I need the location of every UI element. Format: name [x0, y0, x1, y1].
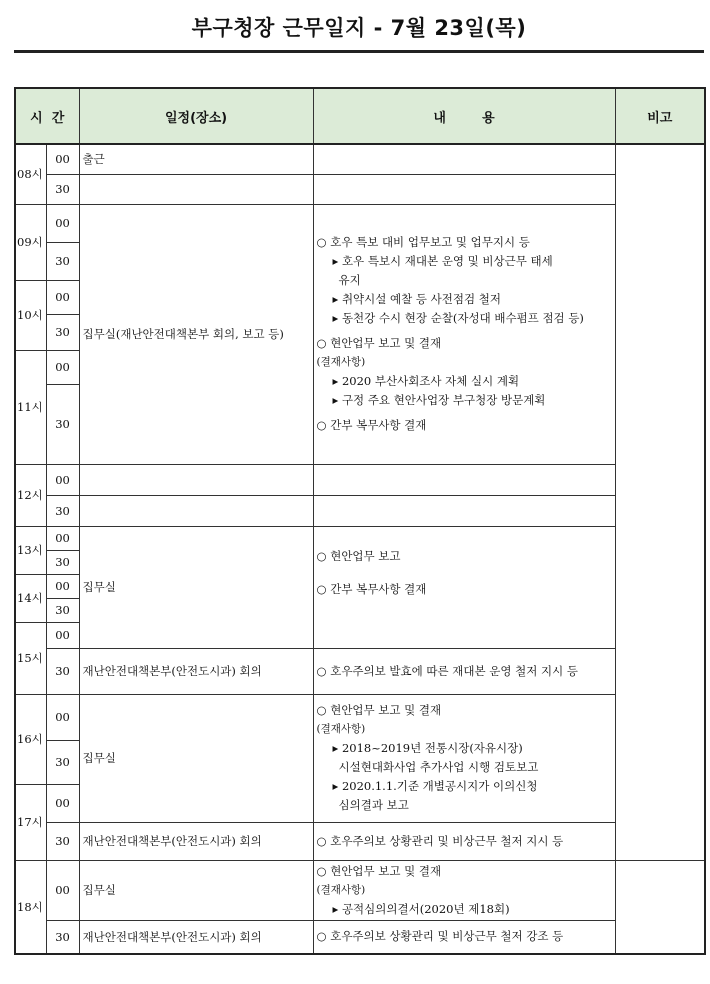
- content-cell: [313, 920, 615, 954]
- table-row: [15, 495, 705, 526]
- hour-cell: 12시: [15, 464, 46, 526]
- content-cell: [313, 822, 615, 860]
- table-row: [15, 144, 705, 174]
- minute-cell: 00: [46, 350, 79, 384]
- content-line: ▸ 2018~2019년 전통시장(자유시장): [332, 741, 523, 755]
- content-line: (결재사항): [316, 883, 366, 896]
- minute-cell: 30: [46, 174, 79, 204]
- title-underline: [14, 50, 704, 53]
- minute-cell: 00: [46, 784, 79, 822]
- hour-cell: 11시: [15, 350, 46, 464]
- schedule-table: [14, 87, 706, 955]
- content-line: ▸ 2020 부산사회조사 자체 실시 계획: [332, 374, 520, 388]
- content-line: ○ 현안업무 보고 및 결재: [316, 703, 442, 717]
- minute-cell: 00: [46, 280, 79, 314]
- minute-cell: 30: [46, 740, 79, 784]
- place-cell: 집무실: [79, 694, 313, 822]
- content-line: ○ 호우 특보 대비 업무보고 및 업무지시 등: [316, 235, 530, 249]
- table-row: [15, 694, 705, 740]
- table-row: [15, 648, 705, 694]
- content-cell: [313, 464, 615, 495]
- place-cell: [79, 495, 313, 526]
- hour-cell: 17시: [15, 784, 46, 860]
- table-row: [15, 920, 705, 954]
- content-line: ▸ 호우 특보시 재대본 운영 및 비상근무 태세: [332, 254, 553, 268]
- note-cell: [615, 144, 705, 860]
- place-cell: 재난안전대책본부(안전도시과) 회의: [79, 822, 313, 860]
- table-row: [15, 174, 705, 204]
- minute-cell: 00: [46, 622, 79, 648]
- content-line: (결재사항): [316, 356, 366, 368]
- table-row: [15, 464, 705, 495]
- content-line: ▸ 2020.1.1.기준 개별공시지가 이의신청: [332, 779, 538, 793]
- table-row: [15, 822, 705, 860]
- content-line: ○ 현안업무 보고 및 결재: [316, 336, 442, 350]
- content-line: 유지: [338, 273, 361, 287]
- place-cell: [79, 174, 313, 204]
- content-line: ○ 간부 복무사항 결재: [316, 418, 427, 432]
- content-line: ○ 호우주의보 발효에 따른 재대본 운영 철저 지시 등: [316, 663, 578, 678]
- content-line: 심의결과 보고: [338, 798, 409, 812]
- content-line: ▸ 동천강 수시 현장 순찰(자성대 배수펌프 점검 등): [332, 311, 584, 325]
- minute-cell: 00: [46, 574, 79, 598]
- hour-cell: 10시: [15, 280, 46, 350]
- hour-cell: 09시: [15, 204, 46, 280]
- hour-cell: 15시: [15, 622, 46, 694]
- content-cell: [313, 144, 615, 174]
- minute-cell: 30: [46, 648, 79, 694]
- hour-cell: 14시: [15, 574, 46, 622]
- content-line: ○ 호우주의보 상황관리 및 비상근무 철저 지시 등: [316, 833, 564, 848]
- minute-cell: 00: [46, 464, 79, 495]
- content-line: ○ 현안업무 보고 및 결재: [316, 863, 442, 878]
- place-cell: 집무실: [79, 526, 313, 648]
- place-cell: 집무실(재난안전대책본부 회의, 보고 등): [79, 204, 313, 464]
- page-title: 부구청장 근무일지 - 7월 23일(목): [191, 16, 527, 40]
- header-note: 비고: [615, 88, 705, 144]
- hour-cell: 18시: [15, 860, 46, 954]
- minute-cell: 30: [46, 242, 79, 280]
- content-cell: [313, 495, 615, 526]
- minute-cell: 30: [46, 920, 79, 954]
- place-cell: 출근: [79, 144, 313, 174]
- content-line: (결재사항): [316, 723, 366, 735]
- minute-cell: 30: [46, 550, 79, 574]
- content-cell-afternoon: [313, 526, 615, 648]
- hour-cell: 08시: [15, 144, 46, 204]
- minute-cell: 30: [46, 384, 79, 464]
- header-content: 내 용: [313, 88, 615, 144]
- minute-cell: 00: [46, 860, 79, 920]
- minute-cell: 30: [46, 598, 79, 622]
- minute-cell: 30: [46, 495, 79, 526]
- content-cell-morning: [313, 204, 615, 464]
- content-line: ▸ 공적심의의결서(2020년 제18회): [332, 901, 510, 916]
- minute-cell: 30: [46, 314, 79, 350]
- content-cell: [313, 648, 615, 694]
- hour-cell: 13시: [15, 526, 46, 574]
- hour-cell: 16시: [15, 694, 46, 784]
- content-line: ▸ 구정 주요 현안사업장 부구청장 방문계획: [332, 393, 546, 407]
- content-cell-block18: [313, 860, 615, 920]
- minute-cell: 00: [46, 204, 79, 242]
- place-cell: 재난안전대책본부(안전도시과) 회의: [79, 648, 313, 694]
- table-row: [15, 860, 705, 920]
- table-header-row: [15, 88, 705, 144]
- content-cell-block16: [313, 694, 615, 822]
- table-row: [15, 526, 705, 550]
- content-line: ○ 간부 복무사항 결재: [316, 582, 427, 596]
- content-line: ○ 호우주의보 상황관리 및 비상근무 철저 강조 등: [316, 929, 564, 944]
- header-time: 시 간: [15, 88, 79, 144]
- minute-cell: 00: [46, 144, 79, 174]
- table-row: [15, 204, 705, 242]
- place-cell: [79, 464, 313, 495]
- minute-cell: 00: [46, 694, 79, 740]
- minute-cell: 30: [46, 822, 79, 860]
- content-line: 시설현대화사업 추가사업 시행 검토보고: [338, 760, 539, 774]
- place-cell: 재난안전대책본부(안전도시과) 회의: [79, 920, 313, 954]
- minute-cell: 00: [46, 526, 79, 550]
- content-line: ○ 현안업무 보고: [316, 549, 401, 563]
- place-cell: 집무실: [79, 860, 313, 920]
- content-cell: [313, 174, 615, 204]
- header-place: 일정(장소): [79, 88, 313, 144]
- content-line: ▸ 취약시설 예찰 등 사전점검 철저: [332, 292, 501, 306]
